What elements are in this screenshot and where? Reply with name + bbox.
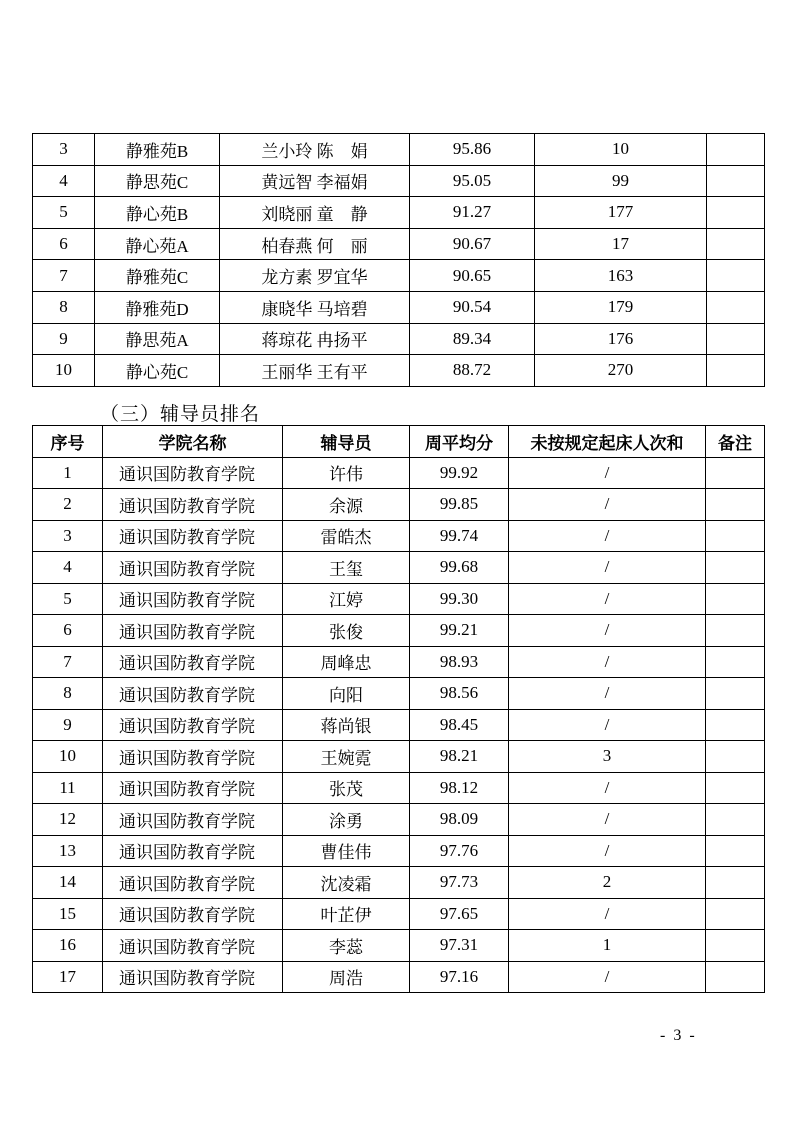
cell-remark: [706, 709, 765, 741]
cell-count: 99: [535, 165, 707, 197]
cell-remark: [707, 134, 765, 166]
cell-school: 通识国防教育学院: [103, 930, 283, 962]
header-row: [33, 426, 765, 458]
cell-managers: 兰小玲 陈 娟: [220, 134, 410, 166]
cell-remark: [706, 804, 765, 836]
table-row: [33, 489, 765, 521]
section-heading: （三）辅导员排名: [100, 403, 261, 425]
table-row: [33, 228, 765, 260]
cell-score: 97.31: [410, 930, 509, 962]
cell-counselor: 王婉霓: [283, 741, 410, 773]
cell-score: 99.21: [410, 615, 509, 647]
cell-name: 静雅苑C: [95, 260, 220, 292]
cell-count: /: [509, 583, 706, 615]
cell-count: 10: [535, 134, 707, 166]
cell-score: 98.09: [410, 804, 509, 836]
cell-score: 97.76: [410, 835, 509, 867]
header-counselor: 辅导员: [283, 426, 410, 458]
cell-count: 163: [535, 260, 707, 292]
cell-school: 通识国防教育学院: [103, 489, 283, 521]
cell-school: 通识国防教育学院: [103, 835, 283, 867]
cell-counselor: 江婷: [283, 583, 410, 615]
cell-counselor: 涂勇: [283, 804, 410, 836]
table-row: [33, 134, 765, 166]
header-count: 未按规定起床人次和: [509, 426, 706, 458]
cell-count: /: [509, 804, 706, 836]
table-row: [33, 646, 765, 678]
cell-remark: [706, 583, 765, 615]
table-row: [33, 835, 765, 867]
cell-school: 通识国防教育学院: [103, 772, 283, 804]
table-row: [33, 678, 765, 710]
cell-count: /: [509, 772, 706, 804]
cell-score: 95.86: [410, 134, 535, 166]
cell-remark: [707, 355, 765, 387]
cell-count: /: [509, 709, 706, 741]
cell-remark: [706, 678, 765, 710]
table-row: [33, 520, 765, 552]
cell-remark: [706, 615, 765, 647]
cell-count: /: [509, 835, 706, 867]
cell-count: /: [509, 961, 706, 993]
cell-rank: 7: [33, 260, 95, 292]
cell-count: /: [509, 615, 706, 647]
table-row: [33, 961, 765, 993]
cell-managers: 黄远智 李福娟: [220, 165, 410, 197]
cell-remark: [707, 323, 765, 355]
cell-score: 89.34: [410, 323, 535, 355]
cell-score: 98.21: [410, 741, 509, 773]
cell-name: 静雅苑D: [95, 291, 220, 323]
cell-school: 通识国防教育学院: [103, 804, 283, 836]
cell-score: 97.73: [410, 867, 509, 899]
counselor-ranking-body: [33, 457, 765, 993]
table-row: [33, 709, 765, 741]
cell-count: /: [509, 520, 706, 552]
cell-remark: [706, 867, 765, 899]
cell-remark: [706, 552, 765, 584]
cell-name: 静心苑C: [95, 355, 220, 387]
cell-counselor: 余源: [283, 489, 410, 521]
cell-managers: 龙方素 罗宜华: [220, 260, 410, 292]
cell-rank: 3: [33, 520, 103, 552]
cell-remark: [706, 772, 765, 804]
cell-count: 177: [535, 197, 707, 229]
cell-remark: [706, 930, 765, 962]
cell-count: 17: [535, 228, 707, 260]
cell-rank: 8: [33, 678, 103, 710]
cell-counselor: 曹佳伟: [283, 835, 410, 867]
cell-remark: [706, 646, 765, 678]
cell-managers: 柏春燕 何 丽: [220, 228, 410, 260]
header-score: 周平均分: [410, 426, 509, 458]
table-row: [33, 323, 765, 355]
cell-count: 3: [509, 741, 706, 773]
cell-rank: 12: [33, 804, 103, 836]
cell-school: 通识国防教育学院: [103, 867, 283, 899]
cell-rank: 8: [33, 291, 95, 323]
cell-count: 270: [535, 355, 707, 387]
dormitory-ranking-table: [32, 133, 765, 387]
table-row: [33, 291, 765, 323]
cell-rank: 1: [33, 457, 103, 489]
table-row: [33, 457, 765, 489]
cell-count: /: [509, 489, 706, 521]
cell-remark: [706, 961, 765, 993]
cell-score: 98.56: [410, 678, 509, 710]
table-row: [33, 867, 765, 899]
cell-remark: [706, 520, 765, 552]
cell-school: 通识国防教育学院: [103, 583, 283, 615]
cell-score: 98.93: [410, 646, 509, 678]
cell-counselor: 蒋尚银: [283, 709, 410, 741]
cell-score: 97.65: [410, 898, 509, 930]
cell-counselor: 沈凌霜: [283, 867, 410, 899]
cell-rank: 6: [33, 228, 95, 260]
cell-count: /: [509, 678, 706, 710]
cell-counselor: 张茂: [283, 772, 410, 804]
cell-remark: [707, 228, 765, 260]
cell-school: 通识国防教育学院: [103, 961, 283, 993]
cell-rank: 10: [33, 741, 103, 773]
header-remark: 备注: [706, 426, 765, 458]
cell-rank: 4: [33, 552, 103, 584]
cell-remark: [707, 291, 765, 323]
cell-name: 静雅苑B: [95, 134, 220, 166]
cell-remark: [706, 898, 765, 930]
cell-score: 91.27: [410, 197, 535, 229]
cell-rank: 15: [33, 898, 103, 930]
cell-count: /: [509, 457, 706, 489]
cell-rank: 13: [33, 835, 103, 867]
cell-remark: [706, 835, 765, 867]
cell-counselor: 张俊: [283, 615, 410, 647]
cell-score: 97.16: [410, 961, 509, 993]
cell-score: 88.72: [410, 355, 535, 387]
cell-name: 静思苑C: [95, 165, 220, 197]
cell-rank: 5: [33, 583, 103, 615]
cell-score: 90.67: [410, 228, 535, 260]
header-rank: 序号: [33, 426, 103, 458]
table-row: [33, 165, 765, 197]
table-row: [33, 804, 765, 836]
cell-rank: 11: [33, 772, 103, 804]
cell-score: 99.92: [410, 457, 509, 489]
cell-score: 98.45: [410, 709, 509, 741]
table-row: [33, 615, 765, 647]
table-row: [33, 197, 765, 229]
cell-remark: [706, 741, 765, 773]
cell-count: /: [509, 898, 706, 930]
cell-remark: [707, 197, 765, 229]
cell-counselor: 叶芷伊: [283, 898, 410, 930]
cell-name: 静心苑B: [95, 197, 220, 229]
cell-name: 静心苑A: [95, 228, 220, 260]
table-row: [33, 898, 765, 930]
cell-rank: 9: [33, 323, 95, 355]
cell-score: 98.12: [410, 772, 509, 804]
cell-count: /: [509, 552, 706, 584]
cell-counselor: 周浩: [283, 961, 410, 993]
cell-school: 通识国防教育学院: [103, 678, 283, 710]
cell-name: 静思苑A: [95, 323, 220, 355]
cell-count: /: [509, 646, 706, 678]
cell-managers: 刘晓丽 童 静: [220, 197, 410, 229]
table-row: [33, 772, 765, 804]
cell-count: 179: [535, 291, 707, 323]
cell-managers: 蒋琼花 冉扬平: [220, 323, 410, 355]
cell-counselor: 李蕊: [283, 930, 410, 962]
table-row: [33, 583, 765, 615]
cell-score: 99.74: [410, 520, 509, 552]
cell-counselor: 周峰忠: [283, 646, 410, 678]
cell-rank: 5: [33, 197, 95, 229]
cell-counselor: 许伟: [283, 457, 410, 489]
cell-rank: 4: [33, 165, 95, 197]
cell-score: 90.54: [410, 291, 535, 323]
cell-school: 通识国防教育学院: [103, 457, 283, 489]
cell-counselor: 向阳: [283, 678, 410, 710]
cell-school: 通识国防教育学院: [103, 709, 283, 741]
counselor-ranking-table: [32, 425, 765, 993]
cell-school: 通识国防教育学院: [103, 741, 283, 773]
cell-count: 176: [535, 323, 707, 355]
cell-rank: 3: [33, 134, 95, 166]
cell-managers: 康晓华 马培碧: [220, 291, 410, 323]
page-number: - 3 -: [660, 1027, 697, 1044]
header-school: 学院名称: [103, 426, 283, 458]
counselor-ranking-header: [33, 426, 765, 458]
cell-school: 通识国防教育学院: [103, 520, 283, 552]
table-row: [33, 355, 765, 387]
table-row: [33, 552, 765, 584]
cell-rank: 6: [33, 615, 103, 647]
cell-count: 1: [509, 930, 706, 962]
cell-school: 通识国防教育学院: [103, 615, 283, 647]
cell-managers: 王丽华 王有平: [220, 355, 410, 387]
cell-score: 99.30: [410, 583, 509, 615]
cell-remark: [706, 457, 765, 489]
cell-score: 90.65: [410, 260, 535, 292]
cell-rank: 9: [33, 709, 103, 741]
cell-school: 通识国防教育学院: [103, 898, 283, 930]
cell-score: 99.68: [410, 552, 509, 584]
table-row: [33, 260, 765, 292]
cell-rank: 7: [33, 646, 103, 678]
cell-school: 通识国防教育学院: [103, 646, 283, 678]
cell-remark: [707, 165, 765, 197]
cell-count: 2: [509, 867, 706, 899]
cell-remark: [706, 489, 765, 521]
dormitory-ranking-body: [33, 134, 765, 387]
cell-rank: 14: [33, 867, 103, 899]
table-row: [33, 930, 765, 962]
cell-score: 99.85: [410, 489, 509, 521]
cell-counselor: 雷皓杰: [283, 520, 410, 552]
cell-rank: 10: [33, 355, 95, 387]
cell-school: 通识国防教育学院: [103, 552, 283, 584]
cell-rank: 2: [33, 489, 103, 521]
cell-counselor: 王玺: [283, 552, 410, 584]
cell-rank: 17: [33, 961, 103, 993]
cell-score: 95.05: [410, 165, 535, 197]
cell-rank: 16: [33, 930, 103, 962]
table-row: [33, 741, 765, 773]
cell-remark: [707, 260, 765, 292]
